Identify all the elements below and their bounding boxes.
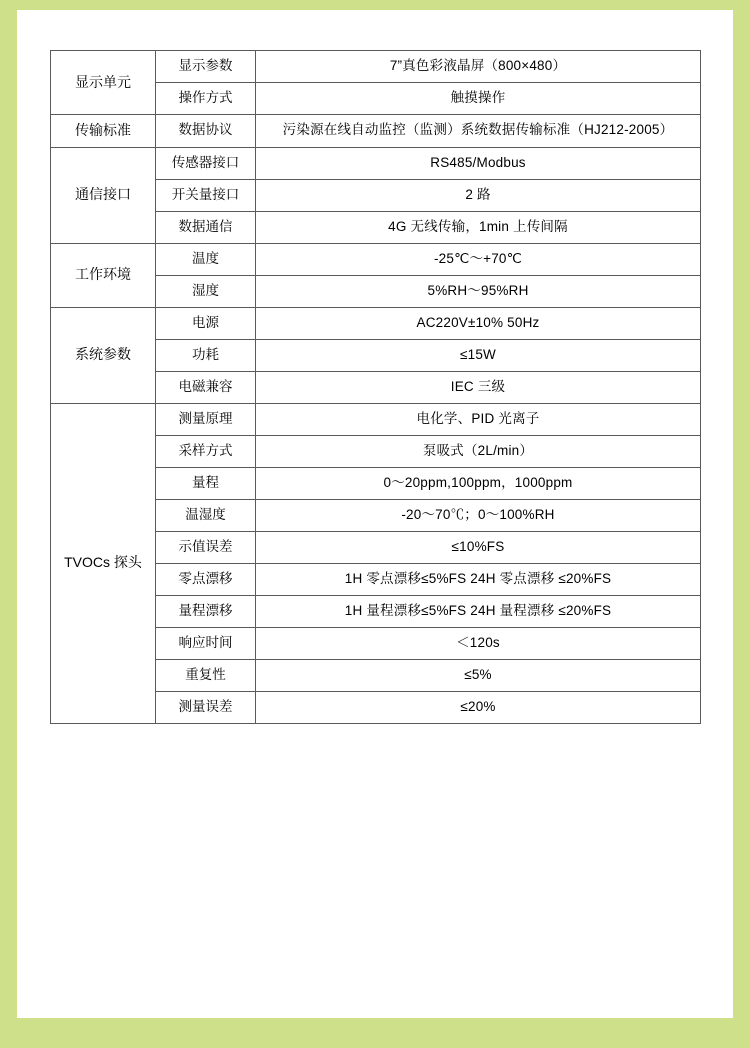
item-label-cell: 功耗 xyxy=(156,339,256,371)
item-value-cell: AC220V±10% 50Hz xyxy=(256,307,701,339)
group-label-cell: 系统参数 xyxy=(51,307,156,403)
item-value-cell: -20～70℃；0～100%RH xyxy=(256,499,701,531)
item-value-cell: 1H 量程漂移≤5%FS 24H 量程漂移 ≤20%FS xyxy=(256,595,701,627)
item-label-cell: 测量误差 xyxy=(156,691,256,723)
item-value-cell: 触摸操作 xyxy=(256,83,701,115)
item-value-cell: 电化学、PID 光离子 xyxy=(256,403,701,435)
item-label-cell: 采样方式 xyxy=(156,435,256,467)
item-label-cell: 传感器接口 xyxy=(156,147,256,179)
item-label-cell: 响应时间 xyxy=(156,627,256,659)
item-value-cell: 4G 无线传输，1min 上传间隔 xyxy=(256,211,701,243)
item-label-cell: 显示参数 xyxy=(156,51,256,83)
item-value-cell: RS485/Modbus xyxy=(256,147,701,179)
item-label-cell: 零点漂移 xyxy=(156,563,256,595)
item-label-cell: 示值误差 xyxy=(156,531,256,563)
item-value-cell: 1H 零点漂移≤5%FS 24H 零点漂移 ≤20%FS xyxy=(256,563,701,595)
table-row xyxy=(51,51,701,83)
table-row xyxy=(51,307,701,339)
item-label-cell: 湿度 xyxy=(156,275,256,307)
item-label-cell: 操作方式 xyxy=(156,83,256,115)
group-label-cell: 工作环境 xyxy=(51,243,156,307)
item-label-cell: 量程漂移 xyxy=(156,595,256,627)
item-value-cell: 0～20ppm,100ppm，1000ppm xyxy=(256,467,701,499)
item-label-cell: 温湿度 xyxy=(156,499,256,531)
item-label-cell: 电磁兼容 xyxy=(156,371,256,403)
item-value-cell: ≤20% xyxy=(256,691,701,723)
item-value-cell: 7”真色彩液晶屏（800×480） xyxy=(256,51,701,83)
group-label-cell: 通信接口 xyxy=(51,147,156,243)
item-label-cell: 量程 xyxy=(156,467,256,499)
item-value-cell: ≤5% xyxy=(256,659,701,691)
item-value-cell: 2 路 xyxy=(256,179,701,211)
item-label-cell: 开关量接口 xyxy=(156,179,256,211)
item-label-cell: 数据协议 xyxy=(156,115,256,148)
item-value-cell: IEC 三级 xyxy=(256,371,701,403)
item-label-cell: 数据通信 xyxy=(156,211,256,243)
table-row xyxy=(51,147,701,179)
item-value-cell: 5%RH～95%RH xyxy=(256,275,701,307)
item-label-cell: 重复性 xyxy=(156,659,256,691)
item-label-cell: 温度 xyxy=(156,243,256,275)
item-value-cell: ≤10%FS xyxy=(256,531,701,563)
item-value-cell: ≤15W xyxy=(256,339,701,371)
table-body xyxy=(51,51,701,724)
specification-table xyxy=(50,50,701,724)
table-row xyxy=(51,115,701,148)
item-label-cell: 电源 xyxy=(156,307,256,339)
item-label-cell: 测量原理 xyxy=(156,403,256,435)
item-value-cell: 泵吸式（2L/min） xyxy=(256,435,701,467)
table-row xyxy=(51,403,701,435)
group-label-cell: 显示单元 xyxy=(51,51,156,115)
item-value-cell: -25℃～+70℃ xyxy=(256,243,701,275)
item-value-cell: ＜120s xyxy=(256,627,701,659)
table-row xyxy=(51,243,701,275)
group-label-cell: 传输标准 xyxy=(51,115,156,148)
item-value-cell: 污染源在线自动监控（监测）系统数据传输标准（HJ212-2005） xyxy=(256,115,701,148)
group-label-cell: TVOCs 探头 xyxy=(51,403,156,723)
document-page xyxy=(17,10,733,1018)
